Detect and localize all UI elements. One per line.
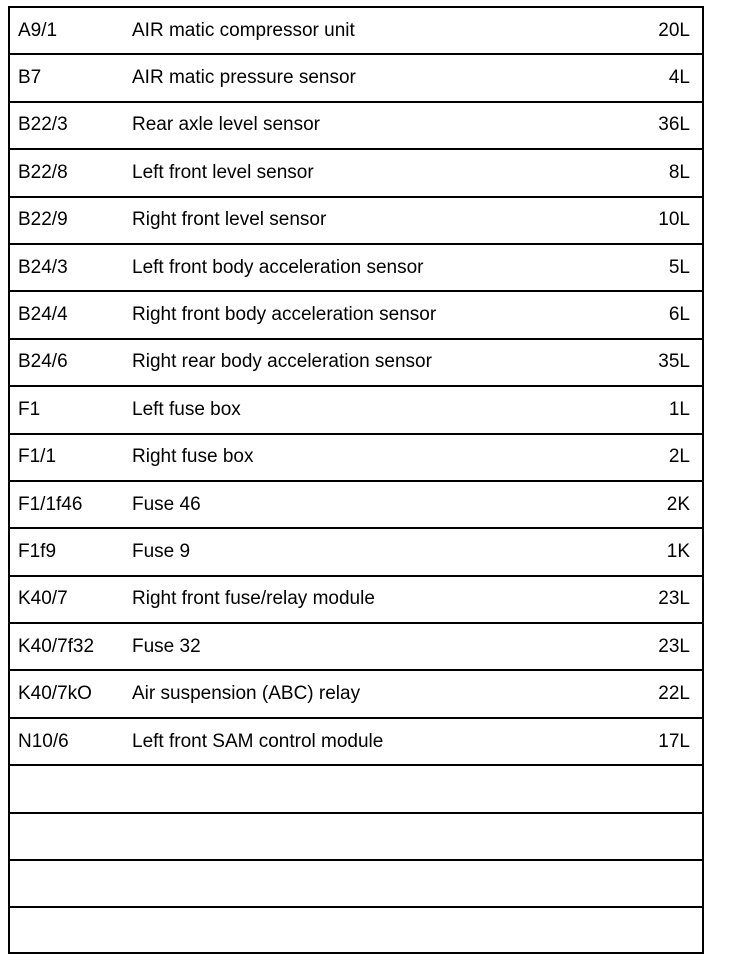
table-row xyxy=(10,908,702,955)
component-description: Fuse 32 xyxy=(132,635,201,657)
component-code: B22/8 xyxy=(18,161,68,183)
table-row xyxy=(10,719,702,766)
component-description: Left front level sensor xyxy=(132,161,314,183)
table-row xyxy=(10,624,702,671)
grid-location: 23L xyxy=(658,635,690,657)
grid-location: 36L xyxy=(658,114,690,136)
table-row xyxy=(10,198,702,245)
grid-location: 23L xyxy=(658,588,690,610)
table-row xyxy=(10,435,702,482)
component-code: F1 xyxy=(18,398,41,420)
table-row xyxy=(10,529,702,576)
component-description: Air suspension (ABC) relay xyxy=(132,683,361,705)
table-row xyxy=(10,387,702,434)
component-code: B24/3 xyxy=(18,256,68,278)
grid-location: 1L xyxy=(668,398,690,420)
grid-location: 4L xyxy=(668,67,690,89)
grid-location: 8L xyxy=(668,161,690,183)
table-row xyxy=(10,245,702,292)
component-description: Right rear body acceleration sensor xyxy=(132,351,432,373)
component-description: Right front body acceleration sensor xyxy=(132,304,437,326)
component-description: Left front SAM control module xyxy=(132,730,384,752)
grid-location: 2K xyxy=(666,493,690,515)
grid-location: 17L xyxy=(658,730,690,752)
table-row xyxy=(10,150,702,197)
component-code: B24/4 xyxy=(18,304,68,326)
table-row xyxy=(10,482,702,529)
table-row xyxy=(10,103,702,150)
component-locator-table xyxy=(8,6,704,954)
component-description: AIR matic pressure sensor xyxy=(132,67,356,89)
grid-location: 5L xyxy=(668,256,690,278)
component-code: B7 xyxy=(18,67,42,89)
table-row xyxy=(10,766,702,813)
grid-location: 10L xyxy=(658,209,690,231)
table-row xyxy=(10,861,702,908)
table-row xyxy=(10,55,702,102)
component-code: K40/7 xyxy=(18,588,68,610)
component-code: K40/7f32 xyxy=(18,635,95,657)
component-code: A9/1 xyxy=(18,19,58,41)
component-code: F1/1f46 xyxy=(18,493,83,515)
component-code: B22/3 xyxy=(18,114,68,136)
component-description: Rear axle level sensor xyxy=(132,114,320,136)
table-row xyxy=(10,814,702,861)
component-description: Left front body acceleration sensor xyxy=(132,256,424,278)
component-description: Left fuse box xyxy=(132,398,241,420)
table-row xyxy=(10,8,702,55)
component-description: Fuse 9 xyxy=(132,540,191,562)
grid-location: 35L xyxy=(658,351,690,373)
component-code: F1/1 xyxy=(18,446,57,468)
table-row xyxy=(10,340,702,387)
component-code: N10/6 xyxy=(18,730,69,752)
grid-location: 20L xyxy=(658,19,690,41)
component-description: AIR matic compressor unit xyxy=(132,19,355,41)
table-row xyxy=(10,671,702,718)
grid-location: 1K xyxy=(666,540,690,562)
component-description: Right fuse box xyxy=(132,446,254,468)
component-code: B22/9 xyxy=(18,209,68,231)
grid-location: 6L xyxy=(668,304,690,326)
component-description: Fuse 46 xyxy=(132,493,201,515)
component-code: F1f9 xyxy=(18,540,57,562)
component-code: B24/6 xyxy=(18,351,68,373)
component-description: Right front level sensor xyxy=(132,209,327,231)
table-row xyxy=(10,292,702,339)
grid-location: 22L xyxy=(658,683,690,705)
table-row xyxy=(10,577,702,624)
component-description: Right front fuse/relay module xyxy=(132,588,375,610)
grid-location: 2L xyxy=(668,446,690,468)
component-code: K40/7kO xyxy=(18,683,92,705)
